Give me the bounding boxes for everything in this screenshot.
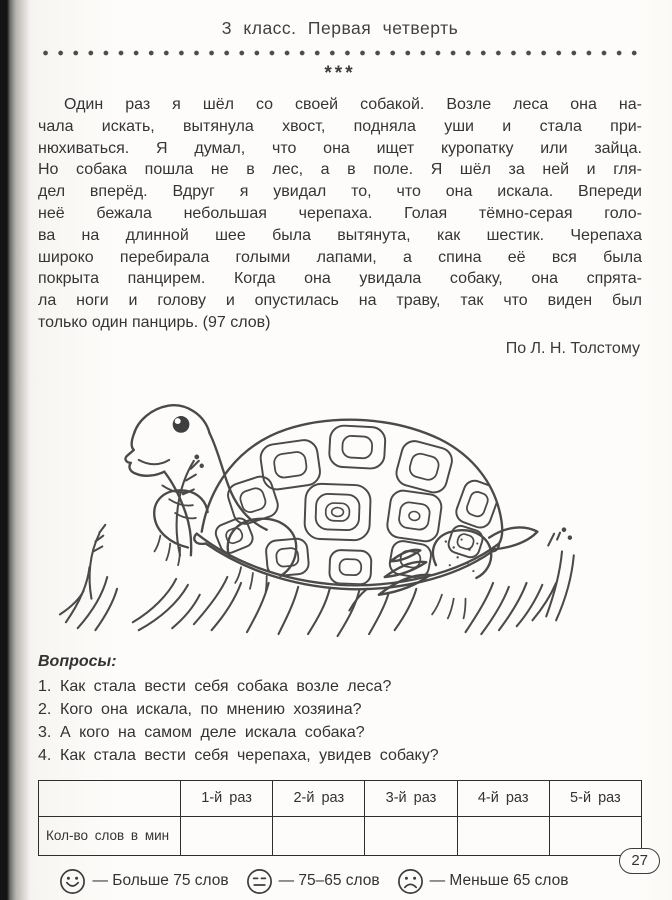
section-marker: *** — [324, 63, 356, 84]
story-line: Один раз я шёл со своей собакой. Возле леса она на- — [64, 96, 642, 113]
question-text: Кого она искала, по мнению хозяина? — [60, 700, 362, 718]
happy-face-icon — [59, 868, 86, 895]
question-number: 4. — [38, 746, 52, 764]
score-legend — [38, 868, 642, 895]
grass-left — [60, 455, 203, 630]
question-number: 3. — [38, 723, 52, 741]
author-attribution: По Л. Н. Толстому — [505, 339, 640, 357]
table-row — [39, 816, 642, 855]
legend-label: — Больше 75 слов — [92, 872, 229, 890]
story-line: широко перебирала голыми лапами, а спина её вся была — [38, 248, 642, 266]
sad-face-icon — [397, 868, 424, 895]
story-line: ва на длинной шее была вытянута, как шестик. Черепаха — [38, 226, 642, 244]
table-row-label: Кол-во слов в мин — [39, 816, 181, 855]
story-line: Но собака пошла не в лес, а в поле. Я шёл за ней и гля- — [38, 161, 642, 179]
page-title: 3 класс. Первая четверть — [221, 18, 459, 38]
questions-title: Вопросы: — [38, 652, 117, 670]
table-col-header: 5-й раз — [549, 780, 641, 816]
table-value-cell — [181, 816, 273, 855]
legend-label: — 75–65 слов — [278, 872, 380, 890]
table-col-header: 4-й раз — [457, 780, 549, 816]
neutral-face-icon — [246, 868, 273, 895]
table-corner-cell — [39, 780, 181, 816]
legend-item — [397, 868, 569, 895]
dotted-divider — [38, 50, 642, 56]
question-item — [38, 698, 642, 721]
table-value-cell — [273, 816, 365, 855]
question-item — [38, 721, 642, 744]
legend-item — [59, 868, 228, 895]
page — [38, 0, 642, 895]
turtle-illustration — [40, 388, 580, 640]
turtle-eye — [173, 416, 190, 433]
table-col-header: 3-й раз — [365, 780, 457, 816]
question-item — [38, 744, 642, 767]
table-header-row — [39, 780, 642, 816]
story-line: чала искать, вытянула хвост, подняла уши и стала при- — [38, 117, 642, 135]
story-line: только один панцирь. (97 слов) — [38, 313, 271, 331]
question-text: Как стала вести себя собака возле леса? — [60, 677, 392, 695]
story-line: нюхиваться. Я думал, что она ищет куропатку или зайца. — [38, 139, 642, 157]
story-line: дел вперёд. Вдруг я увидал то, что она искала. Впереди — [38, 183, 642, 201]
question-item — [38, 675, 642, 698]
table-col-header: 2-й раз — [273, 780, 365, 816]
scan-page-edge — [0, 0, 30, 900]
table-value-cell — [365, 816, 457, 855]
story-line: неё бежала небольшая черепаха. Голая тёмно-серая голо- — [38, 204, 642, 222]
table-value-cell — [457, 816, 549, 855]
questions-section — [38, 650, 642, 767]
page-number-badge: 27 — [619, 848, 660, 874]
question-text: Как стала вести себя черепаха, увидев собаку? — [60, 746, 439, 764]
legend-item — [246, 868, 380, 895]
story-line: покрыта панцирем. Когда она увидала собаку, она спрята- — [38, 270, 642, 288]
question-text: А кого на самом деле искала собака? — [60, 723, 365, 741]
reading-speed-table — [38, 780, 642, 856]
table-col-header: 1-й раз — [181, 780, 273, 816]
legend-label: — Меньше 65 слов — [429, 872, 569, 890]
story-text — [38, 94, 642, 334]
question-number: 1. — [38, 677, 52, 695]
question-number: 2. — [38, 700, 52, 718]
story-line: ла ноги и голову и опустилась на траву, так что виден был — [38, 292, 642, 310]
